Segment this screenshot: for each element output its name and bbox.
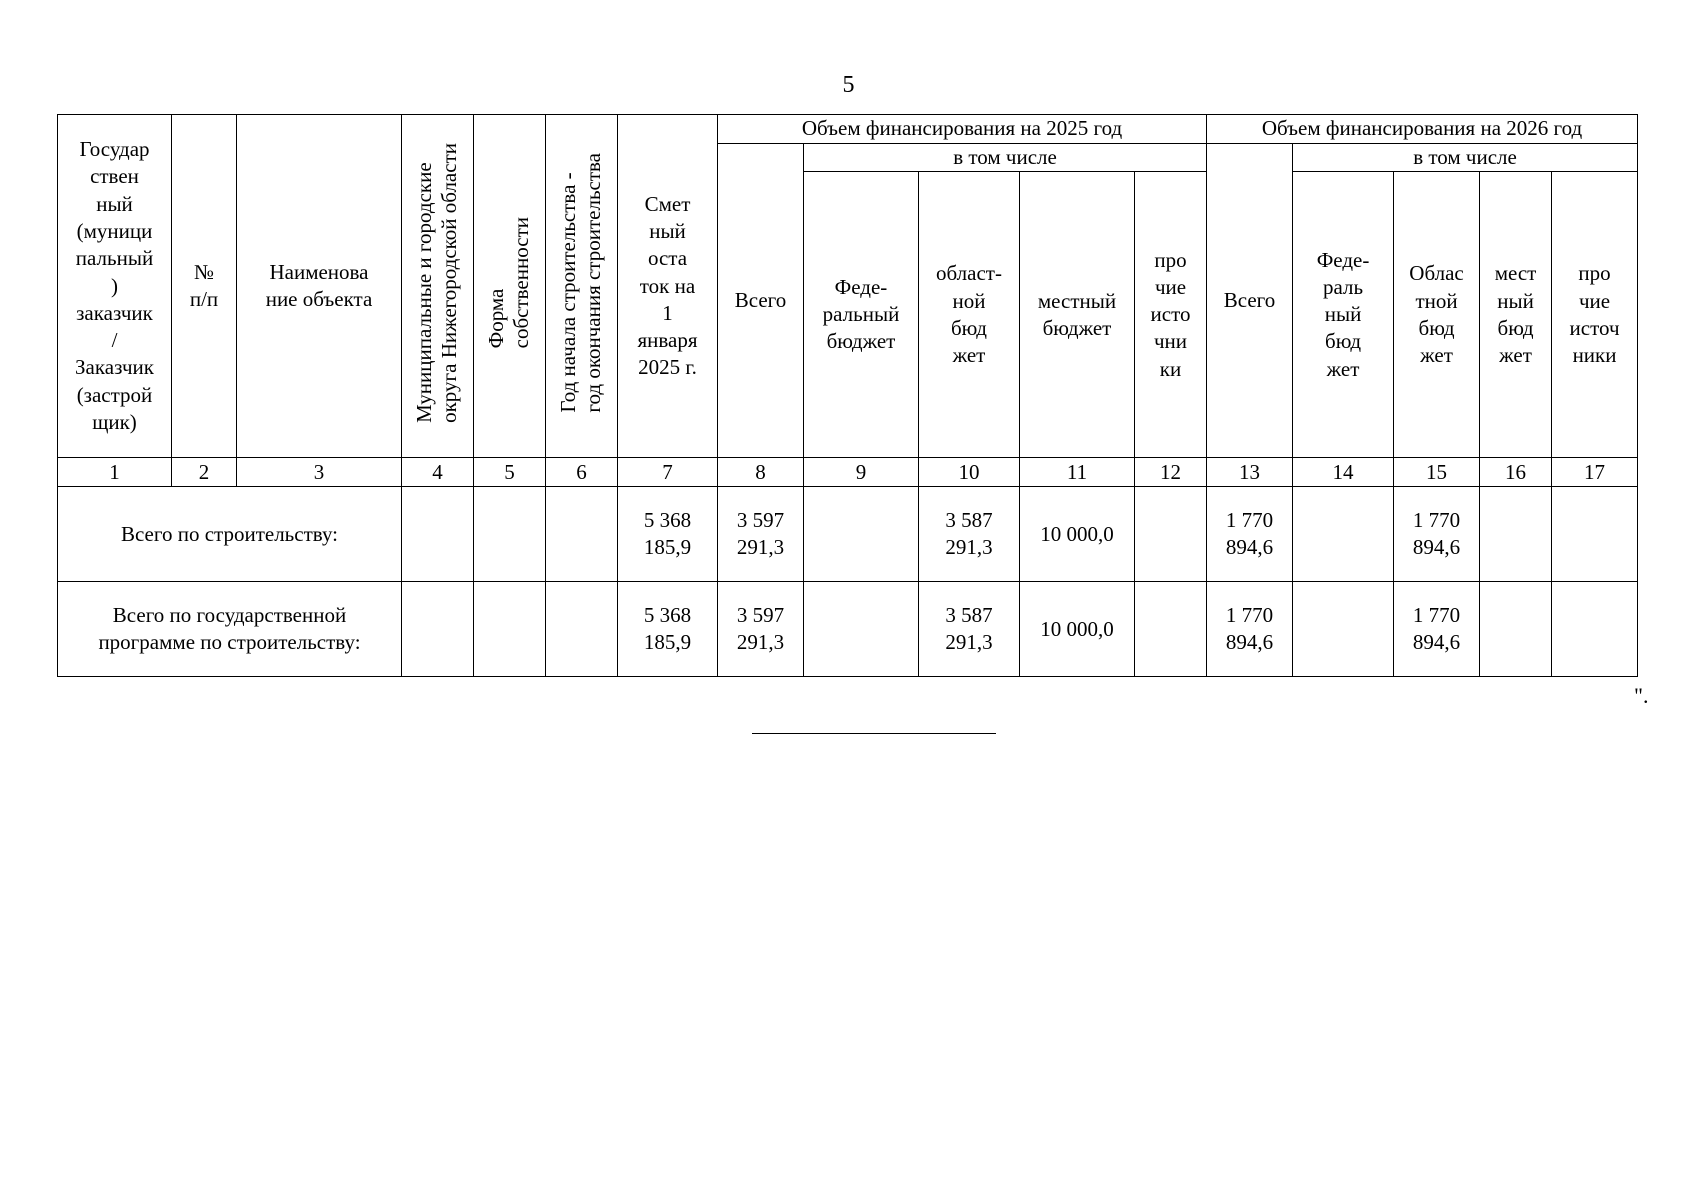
column-number: 16 bbox=[1480, 458, 1552, 487]
header-regional-2026: Облас тной бюд жет bbox=[1394, 172, 1480, 458]
column-number: 6 bbox=[546, 458, 618, 487]
header-municipality-text: Муниципальные и городские округа Нижегородской области bbox=[412, 142, 462, 423]
header-regional-2025: област- ной бюд жет bbox=[919, 172, 1020, 458]
cell-total-2025: 3 597 291,3 bbox=[718, 582, 804, 677]
header-federal-2026: Феде- раль ный бюд жет bbox=[1293, 172, 1394, 458]
header-object-name: Наименова ние объекта bbox=[237, 115, 402, 458]
cell-other-2025 bbox=[1135, 487, 1207, 582]
cell-other-2026 bbox=[1552, 487, 1638, 582]
cell-ownership bbox=[474, 582, 546, 677]
header-row-groups bbox=[58, 115, 1638, 144]
cell-local-2025: 10 000,0 bbox=[1020, 487, 1135, 582]
cell-regional-2025: 3 587 291,3 bbox=[919, 487, 1020, 582]
cell-other-2026 bbox=[1552, 582, 1638, 677]
cell-regional-2025: 3 587 291,3 bbox=[919, 582, 1020, 677]
header-local-2026: мест ный бюд жет bbox=[1480, 172, 1552, 458]
column-number: 14 bbox=[1293, 458, 1394, 487]
header-group-2026: Объем финансирования на 2026 год bbox=[1207, 115, 1638, 144]
cell-municipality bbox=[402, 487, 474, 582]
header-estimate: Смет ный оста ток на 1 января 2025 г. bbox=[618, 115, 718, 458]
header-num: № п/п bbox=[172, 115, 237, 458]
header-incl-2025: в том числе bbox=[804, 144, 1207, 172]
column-number: 10 bbox=[919, 458, 1020, 487]
column-number: 5 bbox=[474, 458, 546, 487]
cell-years bbox=[546, 582, 618, 677]
column-number-row bbox=[58, 458, 1638, 487]
separator-line bbox=[752, 733, 996, 734]
header-other-2026: про чие источ ники bbox=[1552, 172, 1638, 458]
page-number: 5 bbox=[842, 72, 855, 98]
header-ownership-text: Форма собственности bbox=[484, 216, 534, 349]
cell-regional-2026: 1 770 894,6 bbox=[1394, 487, 1480, 582]
row-label: Всего по строительству: bbox=[58, 487, 402, 582]
header-years bbox=[546, 115, 618, 458]
header-other-2025: про чие исто чни ки bbox=[1135, 172, 1207, 458]
cell-local-2026 bbox=[1480, 487, 1552, 582]
table-row-total-program bbox=[58, 582, 1638, 677]
column-number: 8 bbox=[718, 458, 804, 487]
column-number: 17 bbox=[1552, 458, 1638, 487]
cell-federal-2026 bbox=[1293, 487, 1394, 582]
cell-total-2026: 1 770 894,6 bbox=[1207, 487, 1293, 582]
cell-total-2025: 3 597 291,3 bbox=[718, 487, 804, 582]
cell-total-2026: 1 770 894,6 bbox=[1207, 582, 1293, 677]
cell-estimate: 5 368 185,9 bbox=[618, 582, 718, 677]
column-number: 4 bbox=[402, 458, 474, 487]
column-number: 1 bbox=[58, 458, 172, 487]
row-label: Всего по государственной программе по строительству: bbox=[58, 582, 402, 677]
header-federal-2025: Феде- ральный бюджет bbox=[804, 172, 919, 458]
header-total-2025: Всего bbox=[718, 144, 804, 458]
cell-years bbox=[546, 487, 618, 582]
cell-estimate: 5 368 185,9 bbox=[618, 487, 718, 582]
column-number: 15 bbox=[1394, 458, 1480, 487]
cell-ownership bbox=[474, 487, 546, 582]
cell-other-2025 bbox=[1135, 582, 1207, 677]
column-number: 3 bbox=[237, 458, 402, 487]
cell-federal-2026 bbox=[1293, 582, 1394, 677]
cell-regional-2026: 1 770 894,6 bbox=[1394, 582, 1480, 677]
header-ownership bbox=[474, 115, 546, 458]
column-number: 12 bbox=[1135, 458, 1207, 487]
header-years-text: Год начала строительства - год окончания строительства bbox=[556, 152, 606, 413]
header-customer: Государ ствен ный (муници пальный ) заказчик / Заказчик (застрой щик) bbox=[58, 115, 172, 458]
header-municipality bbox=[402, 115, 474, 458]
header-total-2026: Всего bbox=[1207, 144, 1293, 458]
closing-quote: ". bbox=[1634, 683, 1649, 708]
column-number: 7 bbox=[618, 458, 718, 487]
cell-federal-2025 bbox=[804, 487, 919, 582]
cell-local-2025: 10 000,0 bbox=[1020, 582, 1135, 677]
financing-table bbox=[57, 114, 1638, 677]
column-number: 13 bbox=[1207, 458, 1293, 487]
header-local-2025: местный бюджет bbox=[1020, 172, 1135, 458]
column-number: 9 bbox=[804, 458, 919, 487]
header-group-2025: Объем финансирования на 2025 год bbox=[718, 115, 1207, 144]
column-number: 11 bbox=[1020, 458, 1135, 487]
column-number: 2 bbox=[172, 458, 237, 487]
cell-federal-2025 bbox=[804, 582, 919, 677]
header-incl-2026: в том числе bbox=[1293, 144, 1638, 172]
table-row-total-construction bbox=[58, 487, 1638, 582]
cell-local-2026 bbox=[1480, 582, 1552, 677]
cell-municipality bbox=[402, 582, 474, 677]
